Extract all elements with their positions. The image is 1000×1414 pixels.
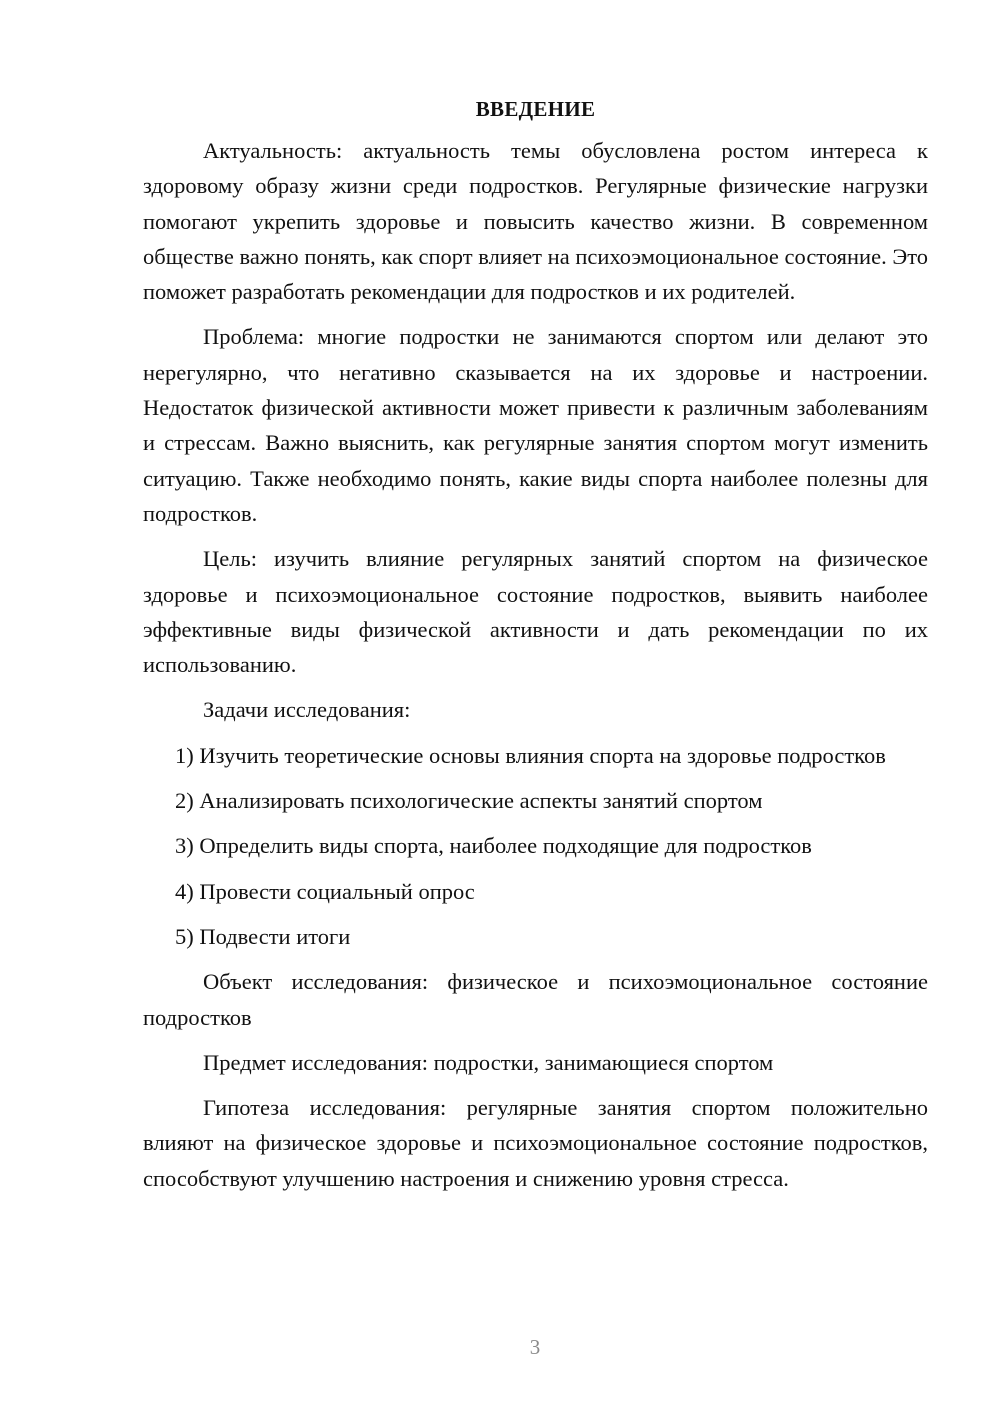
document-page	[143, 92, 928, 1206]
hypothesis-paragraph: Гипотеза исследования: регулярные занятия спортом положительно влияют на физическое здоровье и психоэмоциональное состояние подростков, способствуют улучшению настроения и снижению уровня стресса.	[143, 1095, 928, 1191]
task-item: 1) Изучить теоретические основы влияния спорта на здоровье подростков	[175, 742, 886, 768]
subject-paragraph: Предмет исследования: подростки, занимающиеся спортом	[203, 1049, 774, 1075]
task-item: 4) Провести социальный опрос	[175, 878, 475, 904]
task-item: 5) Подвести итоги	[175, 923, 351, 949]
task-item: 2) Анализировать психологические аспекты занятий спортом	[175, 788, 763, 814]
problem-paragraph: Проблема: многие подростки не занимаются спортом или делают это нерегулярно, что негативно сказывается на их здоровье и настроении. Недостаток физической активности может привести к различным заболеваниям и стрессам. Важно выяснить, как регулярные занятия спортом могут изменить ситуацию. Также необходимо понять, какие виды спорта наиболее полезны для подростков.	[143, 324, 928, 526]
page-number: 3	[529, 1335, 541, 1359]
relevance-paragraph: Актуальность: актуальность темы обусловлена ростом интереса к здоровому образу жизни среди подростков. Регулярные физические нагрузки помогают укрепить здоровье и повысить качество жизни. В современном обществе важно понять, как спорт влияет на психоэмоциональное состояние. Это поможет разработать рекомендации для подростков и их родителей.	[143, 138, 928, 305]
object-paragraph: Объект исследования: физическое и психоэмоциональное состояние подростков	[143, 969, 928, 1030]
page-title: ВВЕДЕНИЕ	[475, 97, 596, 121]
tasks-heading: Задачи исследования:	[203, 697, 411, 723]
task-item: 3) Определить виды спорта, наиболее подходящие для подростков	[175, 833, 812, 859]
goal-paragraph: Цель: изучить влияние регулярных занятий спортом на физическое здоровье и психоэмоциональное состояние подростков, выявить наиболее эффективные виды физической активности и дать рекомендации по их использованию.	[143, 546, 928, 678]
